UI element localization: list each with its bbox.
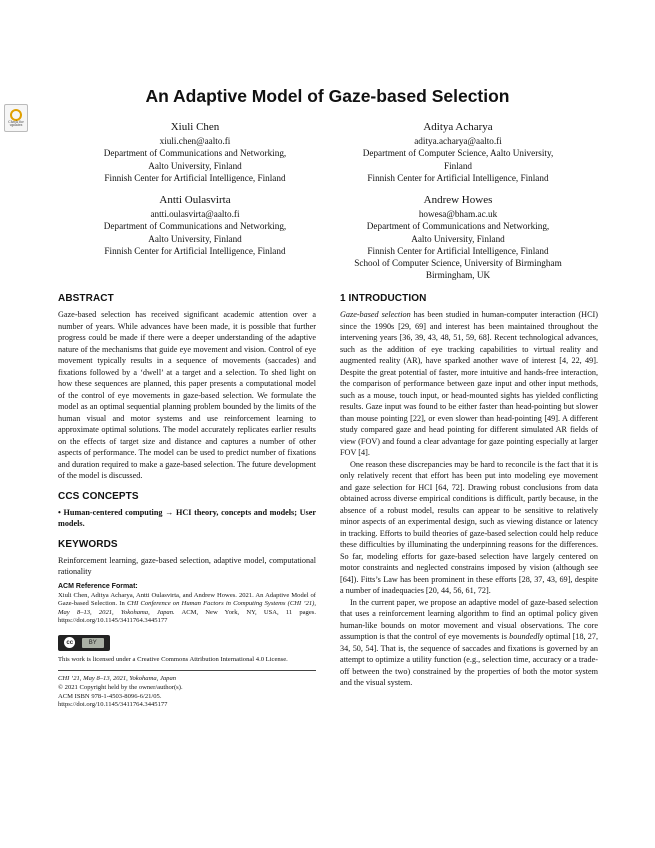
author-name: Andrew Howes [423,194,493,206]
author-block [333,120,583,184]
check-for-updates-badge[interactable] [4,104,28,132]
cc-license-logo[interactable] [58,635,316,651]
abstract-text: Gaze-based selection has received significant academic attention over a number of years. While advances have been made, it is possible that further progress could be made if there were a deeper understanding of the adaptive nature of the mechanisms that guide eye movement and vision. Control of eye movement typically results in a sequence of movements (saccades) and fixations followed by a ‘dwell’ at a target and a selection. To shed light on how these sequences are planned, this paper presents a computational model of the control of eye movements in gaze-based selection. We formulate the model as an optimal sequential planning problem bounded by the limits of the human visual and motor systems and use reinforcement learning to approximate optimal solutions. The model accurately replicates earlier results on the effects of target size and distance and captures a number of other aspects of performance. The model can be used to predict number of fixations and duration required to make a gaze-based selection. The future development of the model is discussed. [58,310,316,480]
left-column [58,293,316,710]
author-affiliation: Aalto University, Finland [148,233,242,244]
author-block [70,120,320,184]
keywords-text: Reinforcement learning, gaze-based selection, adaptive model, computational rationality [58,555,316,576]
update-icon [10,109,22,121]
author-affiliation: Department of Communications and Networking, [366,221,550,232]
license-text: This work is licensed under a Creative Commons Attribution International 4.0 License. [58,655,288,663]
abstract-heading: ABSTRACT [58,293,114,304]
cc-icon: cc [64,637,75,648]
author-name: Aditya Acharya [423,121,493,133]
author-name: Antti Oulasvirta [159,194,231,206]
ccs-text: • Human-centered computing → HCI theory, concepts and models; User models. [58,507,316,528]
author-affiliation: Finnish Center for Artificial Intelligence, Finland [104,172,286,183]
by-icon: BY [82,638,104,648]
author-affiliation: Aalto University, Finland [411,233,505,244]
author-email: howesa@bham.ac.uk [418,209,498,219]
author-affiliation: Finland [443,160,473,171]
footer-copyright: © 2021 Copyright held by the owner/author(s). [58,684,183,692]
keywords-heading: KEYWORDS [58,538,118,550]
author-affiliation: Department of Communications and Networking, [103,148,287,159]
author-block [333,193,583,282]
intro-paragraph: In the current paper, we propose an adaptive model of gaze-based selection that uses a reinforcement learning algorithm to find an optimal policy given human-like bounds on motor movement and visual observations. The core assumption is that the control of eye movements is boundedly optimal [18, 27, 34, 50, 54]. That is, the sequence of saccades and fixations is governed by an attempt to optimize a utility function (e.g., selection time, accuracy or a trade-off between the two) constrained by the properties of both the motor system and the visual system. [340,597,599,687]
author-email: xiuli.chen@aalto.fi [159,136,231,146]
author-email: aditya.acharya@aalto.fi [414,136,502,146]
author-block [70,193,320,257]
author-affiliation: Department of Computer Science, Aalto University, [362,148,554,159]
footer-divider [58,670,316,671]
footer-doi[interactable]: https://doi.org/10.1145/3411764.3445177 [58,701,168,709]
author-email: antti.oulasvirta@aalto.fi [150,209,240,219]
author-name: Xiuli Chen [170,121,220,133]
ccs-heading: CCS CONCEPTS [58,490,139,502]
footer-isbn: ACM ISBN 978-1-4503-8096-6/21/05. [58,692,162,700]
author-affiliation: Finnish Center for Artificial Intelligence, Finland [367,172,549,183]
author-affiliation: Birmingham, UK [425,270,491,281]
acm-reference: Xiuli Chen, Aditya Acharya, Antti Oulasvirta, and Andrew Howes. 2021. An Adaptive Model of Gaze-based Selection. In CHI Conference on Human Factors in Computing Systems (CHI ’21), May 8–13, 2021, Yokohama, Japan. ACM, New York, NY, USA, 11 pages. https://doi.org/10.1145/3411764.3445177 [58,591,317,625]
intro-paragraph: Gaze-based selection has been studied in human-computer interaction (HCI) since the 1990s [29, 69] and interest has been maintained throughout the intervening years [36, 39, 43, 48, 51, 59, 68]. Recent technological advances, such as the addition of eye tracking capabilities to virtual reality and augmented reality (AR), have sparked another wave of interest [4, 22, 49]. Despite the great potential of faster, more intuitive and hands-free interaction, the comparison of performance between gaze input and other input methods, such as a mouse, touch input, or head-mounted sights has yielded conflicting results. Gaze input was found to be either faster than head-pointing but slower than mouse pointing [22], or even slower than head-pointing [49]. A different study compared gaze and head pointing for different simulated AR fields of view (FOV) and found a clear advantage for gaze pointing especially at larger FOV [4]. [340,310,598,457]
author-affiliation: School of Computer Science, University of Birmingham [354,258,562,269]
badge-label: Check for updates [8,119,24,127]
author-affiliation: Aalto University, Finland [148,160,242,171]
intro-paragraph: One reason these discrepancies may be hard to reconcile is the fact that it is only relatively recent that effort has been put into modeling eye movement and gaze selection for HCI [64, 72]. Drawing robust conclusions from data obtained across diverse empirical conditions is difficult, partly because, in the absence of a robust model, results can appear to be sensitive to relatively minor aspects of an experimental design, such as viewing distance or latency in tracking. Efforts to build theories of gaze-based selection could help reduce these difficulties by illuminating the underpinning reasons for the differences. So far, modeling efforts for gaze-based selection have largely centered on motor constraints and neglected constrains imposed by vision (although see [64]). Fitts’s Law has been prominent in these efforts [28, 37, 43, 69], despite a number of inadequacies [20, 44, 56, 61, 72]. [340,459,598,595]
acm-reference-label: ACM Reference Format: [58,582,138,590]
author-affiliation: Department of Communications and Networking, [103,221,287,232]
author-affiliation: Finnish Center for Artificial Intelligence, Finland [104,245,286,256]
footer-venue: CHI ’21, May 8–13, 2021, Yokohama, Japan [58,675,177,683]
author-affiliation: Finnish Center for Artificial Intelligence, Finland [367,245,549,256]
right-column [340,293,598,689]
introduction-heading: 1 INTRODUCTION [340,293,427,304]
paper-title: An Adaptive Model of Gaze-based Selection [145,86,510,106]
